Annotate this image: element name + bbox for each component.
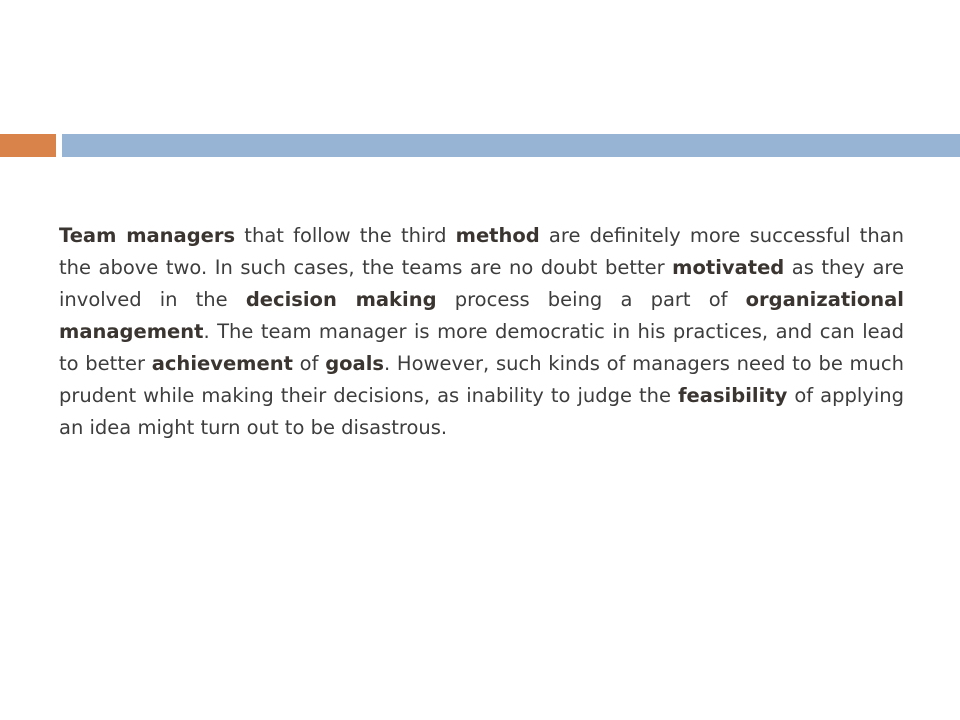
bold-term: feasibility	[678, 384, 788, 407]
text-run: . However, such kinds of managers need to be much prudent while making their decisions, as inability to judge the	[59, 352, 904, 407]
bold-term: method	[455, 224, 540, 247]
text-run: as they are involved in the	[59, 256, 905, 311]
bold-term: decision making	[245, 288, 437, 311]
text-run: . The team manager is more democratic in his practices, and can lead to better	[59, 320, 904, 375]
bold-term: goals	[325, 352, 384, 375]
text-run: process being a part of	[436, 288, 746, 311]
text-run: of	[292, 352, 326, 375]
text-run: of applying an idea might turn out to be disastrous.	[59, 384, 904, 439]
body-paragraph	[59, 220, 904, 444]
bold-term: motivated	[672, 256, 785, 279]
bold-term: organizational management	[59, 288, 904, 343]
accent-bar-blue	[62, 134, 960, 157]
text-run: that follow the third	[235, 224, 456, 247]
bold-term: Team managers	[59, 224, 236, 247]
accent-bar-orange	[0, 134, 56, 157]
bold-term: achievement	[151, 352, 293, 375]
text-run: are definitely more successful than the above two. In such cases, the teams are no doubt better	[59, 224, 904, 279]
